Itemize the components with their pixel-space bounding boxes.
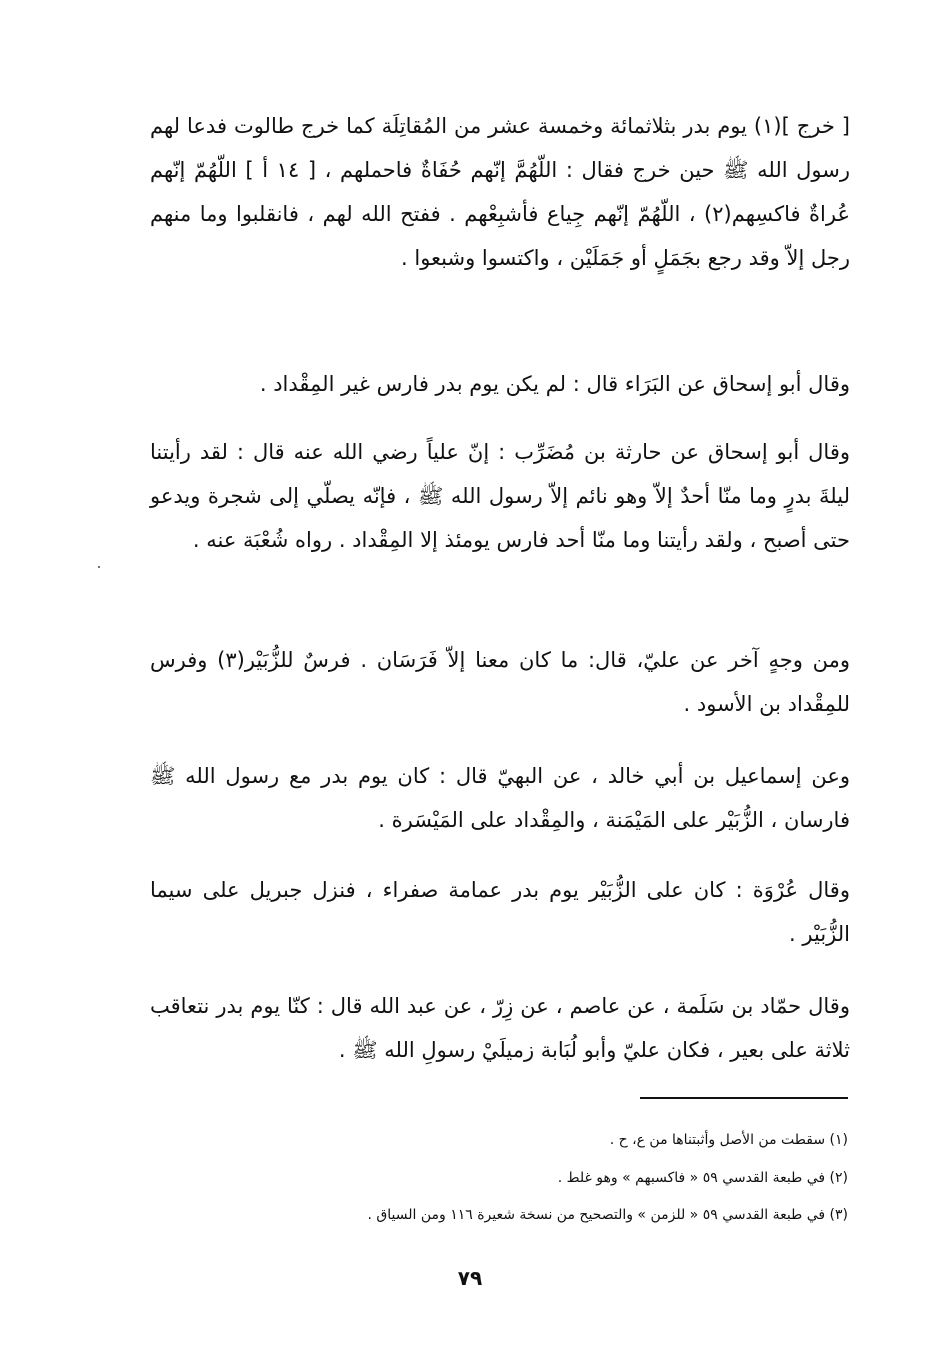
paragraph-1: [ خرج ](١) يوم بدر بثلاثمائة وخمسة عشر من المُقاتِلَة كما خرج طالوت فدعا لهم رسول الله ﷺ حين خرج فقال : اللّهُمَّ إنّهم حُفَاةٌ فاحملهم ، [ ١٤ أ ] اللّهُمّ إنّهم عُراةٌ فاكسِهم(٢) ، اللّهُمّ إنّهم جِياع فأشبِعْهم . ففتح الله لهم ، فانقلبوا وما منهم رجل إلاّ وقد رجع بجَمَلٍ أو جَمَلَيْن ، واكتسوا وشبعوا . bbox=[150, 114, 851, 270]
paragraph-7: وقال حمّاد بن سَلَمة ، عن عاصم ، عن زِرّ ، عن عبد الله قال : كنّا يوم بدر نتعاقب ثلاثة على بعير ، فكان عليّ وأبو لُبَابة زميلَيْ رسولِ الله ﷺ . bbox=[150, 994, 850, 1062]
footnote-1: (١) سقطت من الأصل وأثبتناها من ع، ح . bbox=[609, 1132, 848, 1148]
paragraph-5: وعن إسماعيل بن أبي خالد ، عن البهيّ قال : كان يوم بدر مع رسول الله ﷺ فارسان ، الزُّبَيْر على المَيْمَنة ، والمِقْداد على المَيْسَرة . bbox=[150, 764, 850, 832]
footnote-separator bbox=[640, 1097, 848, 1099]
footnote-3: (٣) في طبعة القدسي ٥٩ « للزمن » والتصحيح من نسخة شعيرة ١١٦ ومن السياق . bbox=[367, 1207, 848, 1223]
paragraph-2: وقال أبو إسحاق عن البَرَاء قال : لم يكن يوم بدر فارس غير المِقْداد . bbox=[259, 372, 850, 396]
page-number: ٧٩ bbox=[457, 1266, 483, 1290]
paragraph-3: وقال أبو إسحاق عن حارثة بن مُضَرِّب : إنّ علياً رضي الله عنه قال : لقد رأيتنا ليلةَ بدرٍ وما منّا أحدٌ إلاّ وهو نائم إلاّ رسول الله ﷺ ، فإنّه يصلّي إلى شجرة ويدعو حتى أصبح ، ولقد رأيتنا وما منّا أحد فارس يومئذ إلا المِقْداد . رواه شُعْبَة عنه . bbox=[150, 440, 850, 552]
paragraph-6: وقال عُرْوَة : كان على الزُّبَيْر يوم بدر عمامة صفراء ، فنزل جبريل على سيما الزُّبَيْر . bbox=[150, 878, 850, 946]
margin-mark bbox=[98, 566, 100, 568]
paragraph-4: ومن وجهٍ آخر عن عليّ، قال: ما كان معنا إلاّ فَرَسَان . فرسٌ للزُّبَيْر(٣) وفرس للمِقْداد بن الأسود . bbox=[150, 648, 850, 716]
footnote-2: (٢) في طبعة القدسي ٥٩ « فاكسبهم » وهو غلط . bbox=[557, 1170, 848, 1186]
